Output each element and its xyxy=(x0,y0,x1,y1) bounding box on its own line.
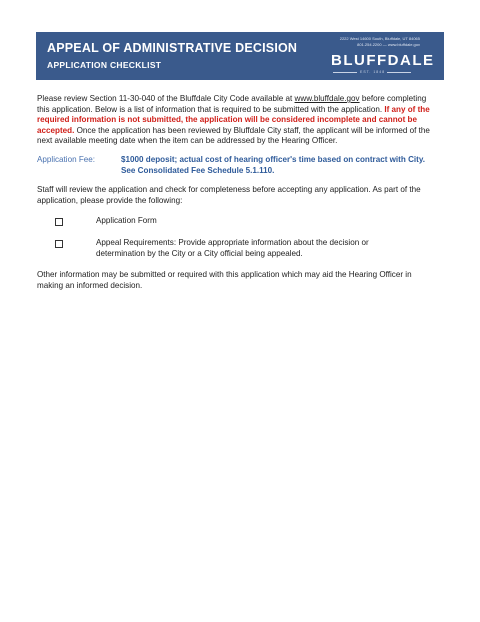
address-line-2: 801.254.2200 — www.bluffdale.gov xyxy=(357,42,420,47)
intro-paragraph xyxy=(37,94,437,147)
checkbox[interactable] xyxy=(55,240,63,248)
intro-text-2: before completing this application. Below is a list of information that is required to be submitted with the application. xyxy=(37,94,427,114)
incomplete-warning: If any of the required information is not submitted, the application will be considered incomplete and cannot be accepted. xyxy=(37,104,430,135)
checklist-item xyxy=(55,238,437,259)
application-fee xyxy=(37,155,437,176)
checklist-item-label: Application Form xyxy=(96,216,157,226)
logo-rule-right xyxy=(387,72,411,73)
city-website-link[interactable]: www.bluffdale.gov xyxy=(294,94,360,103)
logo-tagline: EST. 1848 xyxy=(360,70,386,74)
logo-text: BLUFFDALE xyxy=(331,52,435,69)
fee-label: Application Fee: xyxy=(37,154,96,164)
page-subtitle: APPLICATION CHECKLIST xyxy=(47,60,162,70)
fee-details xyxy=(121,155,425,176)
checkbox[interactable] xyxy=(55,218,63,226)
closing-paragraph: Other information may be submitted or required with this application which may aid the Hearing Officer in making an informed decision. xyxy=(37,270,412,290)
intro-text-3: Once the application has been reviewed by Bluffdale City staff, the applicant will be informed of the next available meeting date when the item can be addressed by the Hearing Officer. xyxy=(37,125,430,146)
address-line-1: 2222 West 14600 South, Bluffdale, UT 84065 xyxy=(339,36,420,41)
logo-rule-left xyxy=(333,72,357,73)
checklist-item-label: Appeal Requirements: Provide appropriate information about the decision or determination by the City or a City official being appealed. xyxy=(96,237,369,258)
fee-line-1: $1000 deposit; actual cost of hearing officer's time based on contract with City. xyxy=(121,154,426,164)
review-paragraph: Staff will review the application and check for completeness before accepting any application. As part of the application, please provide the following: xyxy=(37,185,421,205)
document-body xyxy=(37,94,437,291)
bluffdale-logo xyxy=(331,52,435,78)
intro-text-1: Please review Section 11-30-040 of the Bluffdale City Code available at xyxy=(37,94,295,103)
checklist-item xyxy=(55,216,437,227)
city-address xyxy=(340,36,420,48)
header-banner xyxy=(36,32,444,80)
page-title: APPEAL OF ADMINISTRATIVE DECISION xyxy=(47,41,298,55)
fee-line-2: See Consolidated Fee Schedule 5.1.110. xyxy=(121,165,275,175)
